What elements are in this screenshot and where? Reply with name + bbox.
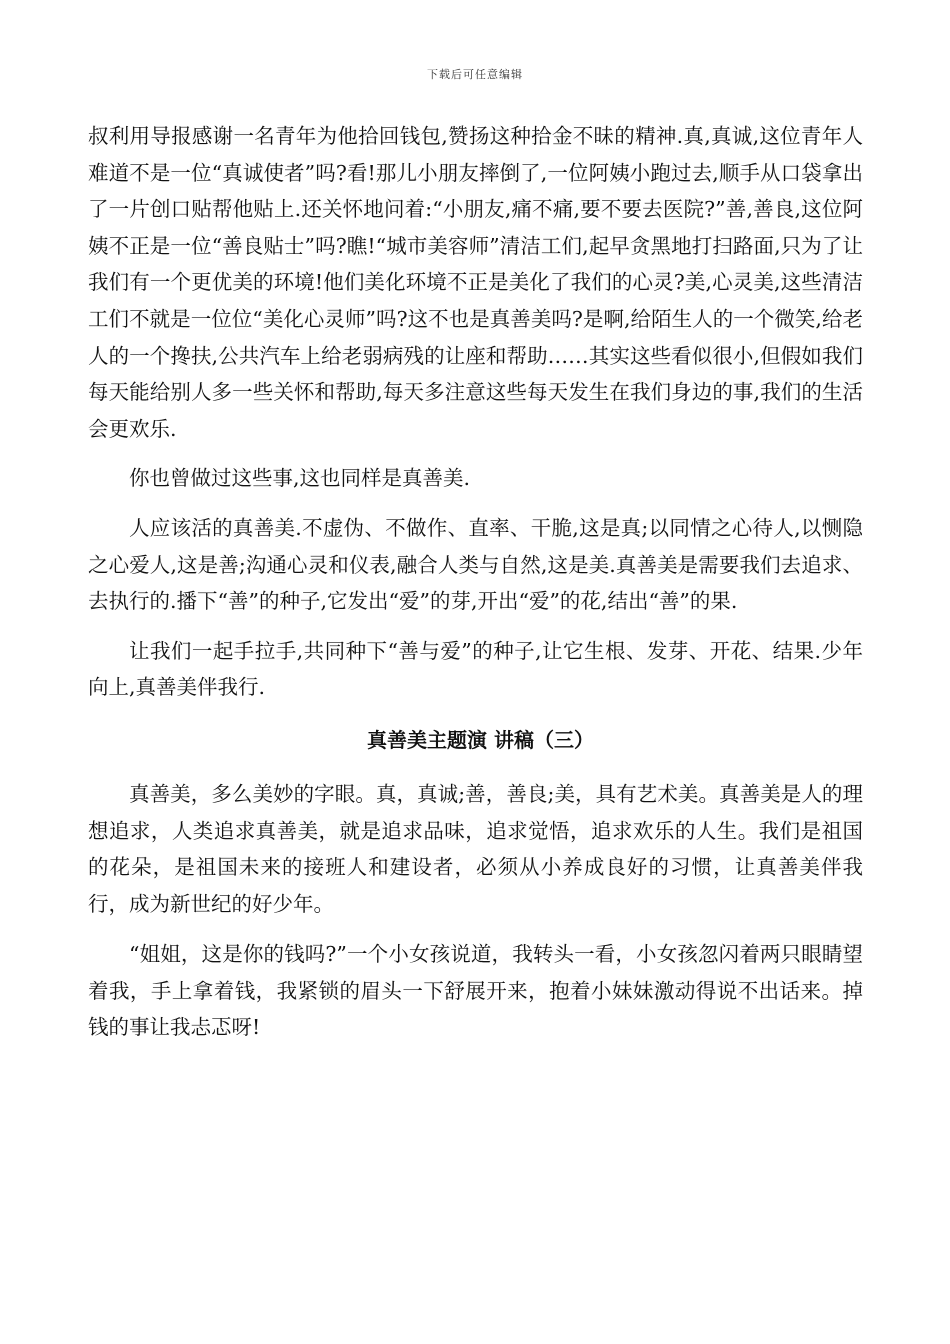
body-paragraph: 人应该活的真善美.不虚伪、不做作、直率、干脆,这是真;以同情之心待人,以恻隐之心爱人,这是善;沟通心灵和仪表,融合人类与自然,这是美.真善美是需要我们去追求、去执行的.播下“善”的种子,它发出“爱”的芽,开出“爱”的花,结出“善”的果. [88, 515, 863, 614]
body-paragraph: 叔利用导报感谢一名青年为他拾回钱包,赞扬这种拾金不昧的精神.真,真诚,这位青年人难道不是一位“真诚使者”吗?看!那儿小朋友摔倒了,一位阿姨小跑过去,顺手从口袋拿出了一片创口贴帮他贴上.还关怀地问着:“小朋友,痛不痛,要不要去医院?”善,善良,这位阿姨不正是一位“善良贴士”吗?瞧!“城市美容师”清洁工们,起早贪黑地打扫路面,只为了让我们有一个更优美的环境!他们美化环境不正是美化了我们的心灵?美,心灵美,这些清洁工们不就是一位位“美化心灵师”吗?这不也是真善美吗?是啊,给陌生人的一个微笑,给老人的一个搀扶,公共汽车上给老弱病残的让座和帮助……其实这些看似很小,但假如我们每天能给别人多一些关怀和帮助,每天多注意这些每天发生在我们身边的事,我们的生活会更欢乐. [88, 124, 863, 441]
body-paragraph: 你也曾做过这些事,这也同样是真善美. [129, 466, 471, 491]
section-paragraph: 真善美，多么美妙的字眼。真，真诚;善，善良;美，具有艺术美。真善美是人的理想追求，人类追求真善美，就是追求品味，追求觉悟，追求欢乐的人生。我们是祖国的花朵，是祖国未来的接班人和建设者，必须从小养成良好的习惯，让真善美伴我行，成为新世纪的好少年。 [88, 781, 863, 916]
body-paragraph: 让我们一起手拉手,共同种下“善与爱”的种子,让它生根、发芽、开花、结果.少年向上,真善美伴我行. [88, 638, 863, 700]
section-title: 真善美主题演 讲稿（三） [367, 727, 594, 752]
section-paragraph: “姐姐，这是你的钱吗?”一个小女孩说道，我转头一看，小女孩忽闪着两只眼睛望着我，手上拿着钱，我紧锁的眉头一下舒展开来，抱着小妹妹激动得说不出话来。掉钱的事让我忐忑呀! [88, 942, 863, 1040]
page-header: 下载后可任意编辑 [427, 68, 523, 81]
document-body [88, 118, 863, 1046]
